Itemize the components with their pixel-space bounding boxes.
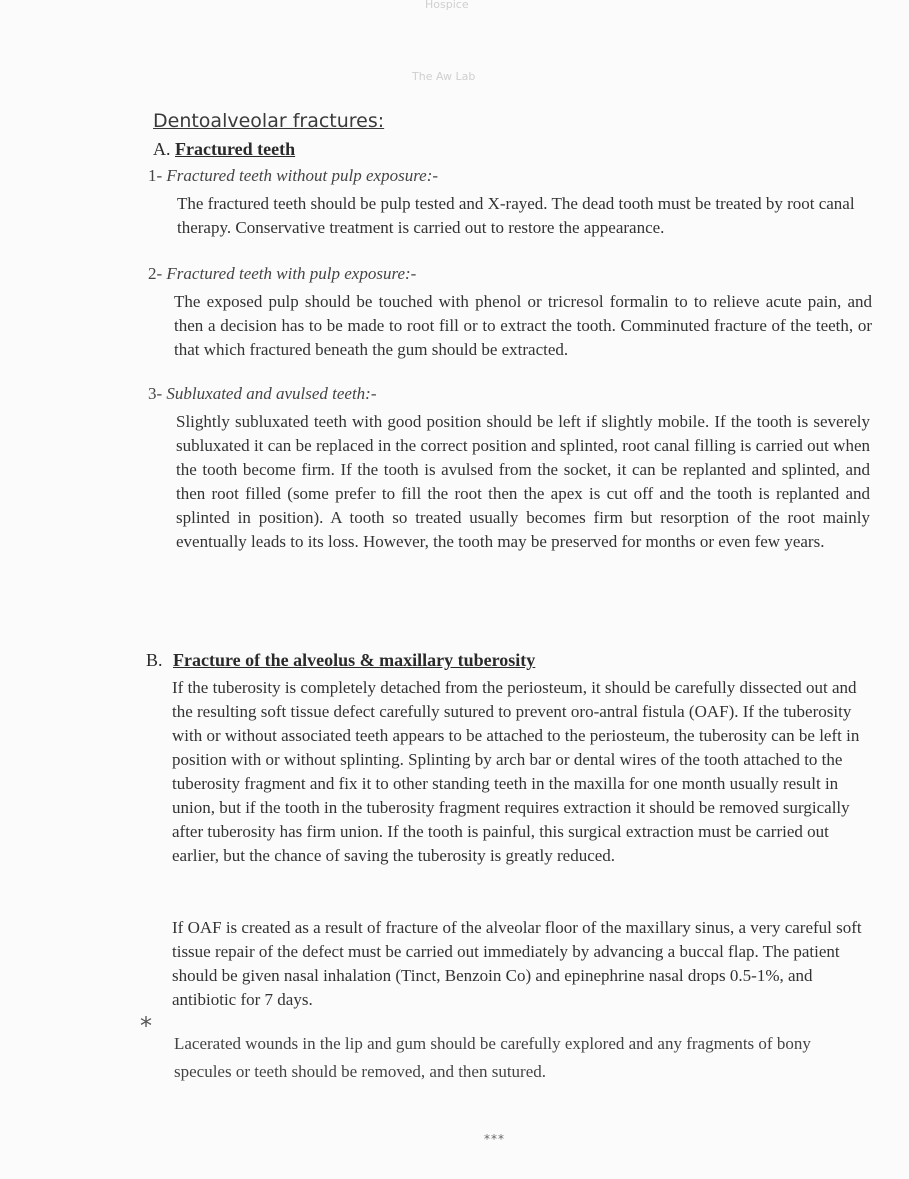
section-b-heading <box>146 650 535 671</box>
note-text: Lacerated wounds in the lip and gum should be carefully explored and any fragments of bony specules or teeth should be removed, and then sutured. <box>174 1034 811 1081</box>
item-2-number: 2- <box>148 264 163 283</box>
asterisk-bullet-icon: * <box>140 1012 152 1040</box>
item-2-heading <box>148 264 416 284</box>
faint-header-mark-2: The Aw Lab <box>412 70 476 83</box>
section-b-title: Fracture of the alveolus & maxillary tuberosity <box>173 650 536 670</box>
item-3-number: 3- <box>148 384 163 403</box>
page-title: Dentoalveolar fractures: <box>153 110 385 132</box>
section-b-paragraph-1: If the tuberosity is completely detached from the periosteum, it should be carefully dissected out and the resulting soft tissue defect carefully sutured to prevent oro-antral fistula (OAF). If the tuberosity with or without associated teeth appears to be attached to the periosteum, the tuberosity can be left in position with or without splinting. Splinting by arch bar or dental wires of the tooth attached to the tuberosity fragment and fix it to other standing teeth in the maxilla for one month usually result in union, but if the tooth in the tuberosity fragment requires extraction it should be removed surgically after tuberosity has firm union. If the tooth is painful, this surgical extraction must be carried out earlier, but the chance of saving the tuberosity is greatly reduced. <box>172 678 860 865</box>
item-3-text: Slightly subluxated teeth with good position should be left if slightly mobile. If the tooth is severely subluxated it can be replaced in the correct position and splinted, root canal filling is carried out when the tooth become firm. If the tooth is avulsed from the socket, it can be replanted and splinted, and then root filled (some prefer to fill the root then the apex is cut off and the tooth is replanted and splinted in position). A tooth so treated usually becomes firm but resorption of the root mainly eventually leads to its loss. However, the tooth may be preserved for months or even few years. <box>176 412 870 551</box>
section-b-paragraph-2: If OAF is created as a result of fracture of the alveolar floor of the maxillary sinus, a very careful soft tissue repair of the defect must be carried out immediately by advancing a buccal flap. The patient should be given nasal inhalation (Tinct, Benzoin Co) and epinephrine nasal drops 0.5-1%, and antibiotic for 7 days. <box>172 918 862 1009</box>
item-1-heading <box>148 166 438 186</box>
item-2-text: The exposed pulp should be touched with phenol or tricresol formalin to to relieve acute pain, and then a decision has to be made to root fill or to extract the tooth. Comminuted fracture of the teeth, or that which fractured beneath the gum should be extracted. <box>174 292 872 359</box>
section-b-label: B. <box>146 650 163 670</box>
item-1-number: 1- <box>148 166 163 185</box>
item-1-text: The fractured teeth should be pulp tested and X-rayed. The dead tooth must be treated by root canal therapy. Conservative treatment is carried out to restore the appearance. <box>177 194 855 237</box>
item-3-title: Subluxated and avulsed teeth:- <box>166 384 377 403</box>
item-3-heading <box>148 384 377 404</box>
section-a-label: A. <box>153 139 171 159</box>
item-1-title: Fractured teeth without pulp exposure:- <box>166 166 439 185</box>
end-mark: *** <box>484 1132 505 1146</box>
section-a-heading <box>153 139 295 160</box>
section-a-title: Fractured teeth <box>175 139 296 159</box>
faint-header-mark: Hospice <box>425 0 469 11</box>
item-2-title: Fractured teeth with pulp exposure:- <box>166 264 417 283</box>
